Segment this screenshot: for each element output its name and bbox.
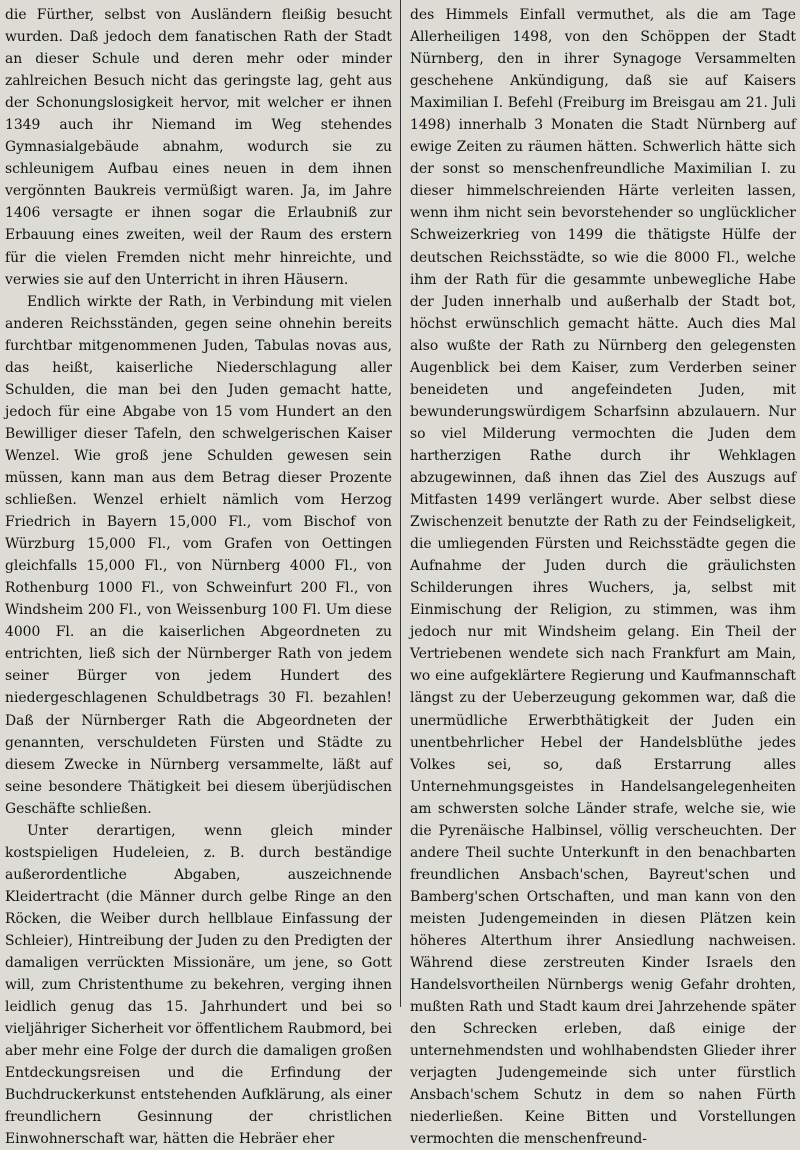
right-column: [396, 4, 800, 1148]
column-divider: [400, 0, 401, 1007]
left-column: [0, 4, 396, 1148]
paragraph: Unter derartigen, wenn gleich minder kostspieligen Hudeleien, z. B. durch beständige außerordentliche Abgaben, auszeichnende Kleidertracht (die Männer durch gelbe Ringe an den Röcken, die Weiber durch hellblaue Einfassung der Schleier), Hintreibung der Juden zu den Predigten der damaligen verrückten Missionäre, um jene, so Gott will, zum Christenthume zu bekehren, verging ihnen leidlich genug das 15. Jahrhundert und bei so vieljähriger Sicherheit vor öffentlichem Raubmord, bei aber mehr eine Folge der durch die damaligen großen Entdeckungsreisen und die Erfindung der Buchdruckerkunst entstehenden Aufklärung, als einer freundlichern Gesinnung der christlichen Einwohnerschaft war, hätten die Hebräer eher: [5, 822, 392, 1148]
paragraph: die Fürther, selbst von Ausländern fleißig besucht wurden. Daß jedoch dem fanatischen Rath der Stadt an dieser Schule und deren mehr oder minder zahlreichen Besuch nicht das geringste lag, geht aus der Schonungslosigkeit hervor, mit welcher er ihnen 1349 auch ihr Niemand im Weg stehendes Gymnasialgebäude abnahm, wodurch sie zu schleunigem Aufbau eines neuen in dem ihnen vergönnten Baukreis vermüßigt waren. Ja, im Jahre 1406 versagte er ihnen sogar die Erlaubniß zur Erbauung eines zweiten, weil der Raum des erstern für die vielen Fremden nicht mehr hinreichte, und verwies sie auf den Unterricht in ihren Häusern.: [5, 7, 392, 288]
paragraph: des Himmels Einfall vermuthet, als die am Tage Allerheiligen 1498, von den Schöppen der Stadt Nürnberg, den in ihrer Synagoge Versammelten geschehene Ankündigung, daß sie auf Kaisers Maximilian I. Befehl (Freiburg im Breisgau am 21. Juli 1498) innerhalb 3 Monaten die Stadt Nürnberg auf ewige Zeiten zu räumen hätten. Schwerlich hätte sich der sonst so menschenfreundliche Maximilian I. zu dieser himmelschreienden Härte verleiten lassen, wenn ihm nicht sein bevorstehender so unglücklicher Schweizerkrieg von 1499 die thätigste Hülfe der deutschen Reichsstädte, so wie die 8000 Fl., welche ihm der Rath für die gesammte unbewegliche Habe der Juden innerhalb und außerhalb der Stadt bot, höchst erwünschlich gemacht hätte. Auch dies Mal also wußte der Rath zu Nürnberg den gelegensten Augenblick bei dem Kaiser, zum Verderben seiner beneideten und angefeindeten Juden, mit bewunderungswürdigem Scharfsinn abzulauern. Nur so viel Milderung vermochten die Juden dem hartherzigen Rathe durch ihr Wehklagen abzugewinnen, daß ihnen das Ziel des Auszugs auf Mitfasten 1499 verlängert wurde. Aber selbst diese Zwischenzeit benutzte der Rath zu der Feindseligkeit, die umliegenden Fürsten und Reichsstädte gegen die Aufnahme der Juden durch die gräulichsten Schilderungen ihres Wuchers, ja, selbst mit Einmischung der Religion, zu stimmen, was ihm jedoch nur mit Windsheim gelang. Ein Theil der Vertriebenen wendete sich nach Frankfurt am Main, wo eine aufgeklärtere Regierung und Kaufmannschaft längst zu der Ueberzeugung gekommen war, daß die unermüdliche Erwerbthätigkeit der Juden ein unentbehrlicher Hebel der Handelsblüthe jedes Volkes sei, so, daß Erstarrung alles Unternehmungsgeistes in Handelsangelegenheiten am schwersten solche Länder strafe, welche sie, wie die Pyrenäische Halbinsel, völlig verscheuchten. Der andere Theil suchte Unterkunft in den benachbarten freundlichen Ansbach'schen, Bayreut'schen und Bamberg'schen Ortschaften, und man kann von den meisten Judengemeinden in diesen Plätzen kein höheres Alterthum ihrer Ansiedlung nachweisen. Während diese zerstreuten Kinder Israels den Handelsvortheilen Nürnbergs wenig Gefahr drohten, mußten Rath und Stadt kaum drei Jahrzehende später den Schrecken erleben, daß einige der unternehmendsten und wohlhabendsten Glieder ihrer verjagten Judengemeinde sich unter fürstlich Ansbach'schem Schutz in dem so nahen Fürth niederließen. Keine Bitten und Vorstellungen vermochten die menschenfreund-: [410, 7, 796, 1148]
paragraph: Endlich wirkte der Rath, in Verbindung mit vielen anderen Reichsständen, gegen seine ohnehin bereits furchtbar mitgenommenen Juden, Tabulas novas aus, das heißt, kaiserliche Niederschlagung aller Schulden, die man bei den Juden gemacht hatte, jedoch für eine Abgabe von 15 vom Hundert an den Bewilliger dieser Tafeln, den schwelgerischen Kaiser Wenzel. Wie groß jene Schulden gewesen sein müssen, kann man aus dem Betrag dieser Prozente schließen. Wenzel erhielt nämlich vom Herzog Friedrich in Bayern 15,000 Fl., vom Bischof von Würzburg 15,000 Fl., vom Grafen von Oettingen gleichfalls 15,000 Fl., von Nürnberg 4000 Fl., von Rothenburg 1000 Fl., von Schweinfurt 200 Fl., von Windsheim 200 Fl., von Weissenburg 100 Fl. Um diese 4000 Fl. an die kaiserlichen Abgeordneten zu entrichten, ließ sich der Nürnberger Rath von jedem seiner Bürger von jedem Hundert des niedergeschlagenen Schuldbetrags 30 Fl. bezahlen! Daß der Nürnberger Rath die Abgeordneten der genannten, verschuldeten Fürsten und Städte zu diesem Zwecke in Nürnberg versammelte, läßt auf seine besondere Thätigkeit bei diesem überjüdischen Geschäfte schließen.: [5, 293, 392, 817]
